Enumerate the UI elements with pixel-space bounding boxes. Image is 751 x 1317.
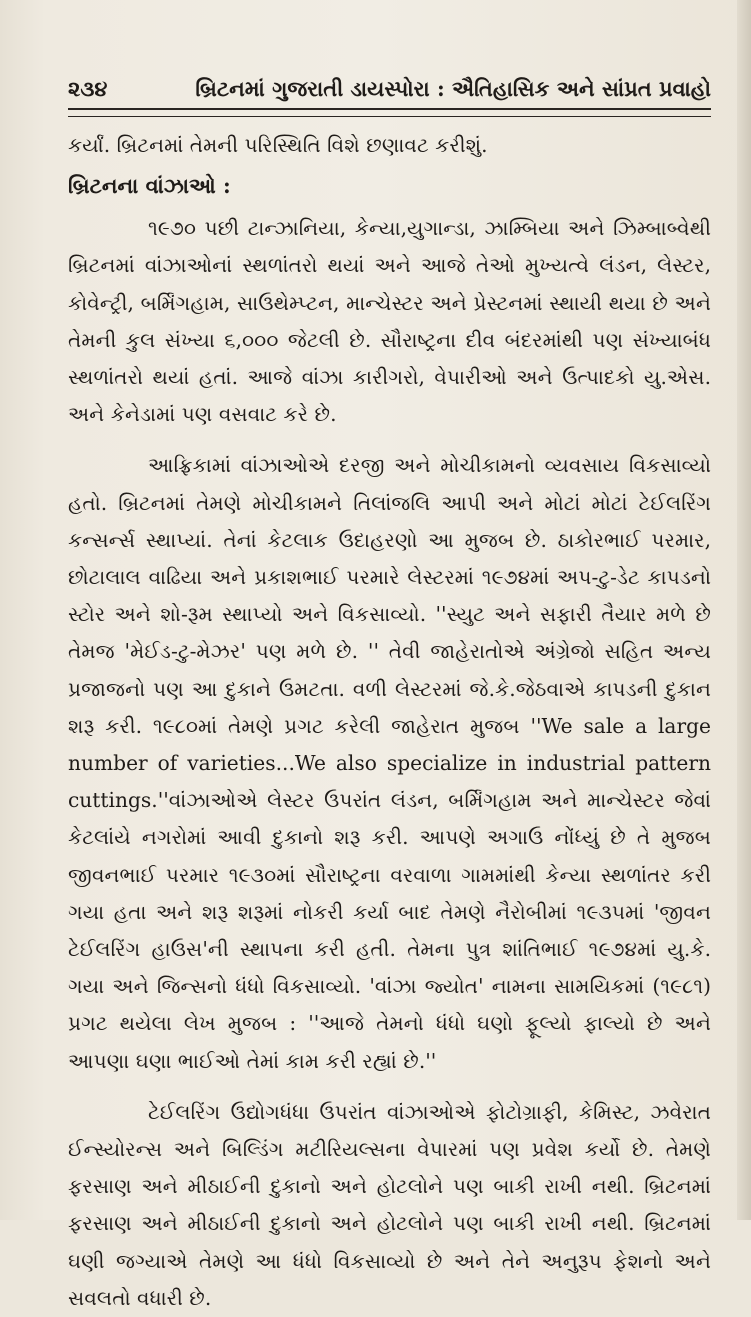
section-heading: બ્રિટનના વાંઝાઓ :	[68, 173, 231, 199]
paragraph-1: ૧૯૭૦ પછી ટાન્ઝાનિયા, કેન્યા,યુગાન્ડા, ઝામ્બિયા અને ઝિમ્બાબ્વેથી બ્રિટનમાં વાંઝાઓનાં સ્થળાંતરો થયાં અને આજે તેઓ મુખ્યત્વે લંડન, લેસ્ટર, કોવેન્ટ્રી, બર્મિંગહામ, સાઉથેમ્પ્ટન, માન્ચેસ્ટર અને પ્રેસ્ટનમાં સ્થાયી થયા છે અને તેમની કુલ સંખ્યા ૬,૦૦૦ જેટલી છે. સૌરાષ્ટ્રના દીવ બંદરમાંથી પણ સંખ્યાબંધ સ્થળાંતરો થયાં હતાં. આજે વાંઝા કારીગરો, વેપારીઓ અને ઉત્પાદકો યુ.એસ. અને કેનેડામાં પણ વસવાટ કરે છે.	[68, 216, 711, 427]
book-spine-shadow	[737, 0, 751, 1220]
header-rule-thin	[68, 116, 711, 117]
running-title: બ્રિટનમાં ગુજરાતી ડાયસ્પોરા : ઐતિહાસિક અને સાંપ્રત પ્રવાહો	[195, 76, 711, 101]
running-header	[68, 76, 711, 108]
paragraph-2: આફ્રિકામાં વાંઝાઓએ દરજી અને મોચીકામનો વ્યવસાય વિકસાવ્યો હતો. બ્રિટનમાં તેમણે મોચીકામને તિલાંજલિ આપી અને મોટાં મોટાં ટેઈલરિંગ કન્સર્ન્સ સ્થાપ્યાં. તેનાં કેટલાક ઉદાહરણો આ મુજબ છે. ઠાકોરભાઈ પરમાર, છોટાલાલ વાઢિયા અને પ્રકાશભાઈ પરમારે લેસ્ટરમાં ૧૯૭૪માં અપ-ટુ-ડેટ કાપડનો સ્ટોર અને શો-રૂમ સ્થાપ્યો અને વિકસાવ્યો. ''સ્યુટ અને સફારી તૈયાર મળે છે તેમજ 'મેઈડ-ટુ-મેઝર' પણ મળે છે. '' તેવી જાહેરાતોએ અંગ્રેજો સહિત અન્ય પ્રજાજનો પણ આ દુકાને ઉમટતા. વળી લેસ્ટરમાં જે.કે.જેઠવાએ કાપડની દુકાન શરૂ કરી. ૧૯૮૦માં તેમણે પ્રગટ કરેલી જાહેરાત મુજબ ''We sale a large number of varieties...We also specialize in industrial pattern cuttings.''વાંઝાઓએ લેસ્ટર ઉપરાંત લંડન, બર્મિંગહામ અને માન્ચેસ્ટર જેવાં કેટલાંયે નગરોમાં આવી દુકાનો શરૂ કરી. આપણે અગાઉ નોંધ્યું છે તે મુજબ જીવનભાઈ પરમાર ૧૯૩૦માં સૌરાષ્ટ્રના વરવાળા ગામમાંથી કેન્યા સ્થળાંતર કરી ગયા હતા અને શરૂ શરૂમાં નોકરી કર્યા બાદ તેમણે નૈરોબીમાં ૧૯૩૫માં 'જીવન ટેઈલરિંગ હાઉસ'ની સ્થાપના કરી હતી. તેમના પુત્ર શાંતિભાઈ ૧૯૭૪માં યુ.કે. ગયા અને જિન્સનો ધંધો વિકસાવ્યો. 'વાંઝા જ્યોત' નામના સામયિકમાં (૧૯૮૧) પ્રગટ થયેલા લેખ મુજબ : ''આજે તેમનો ધંધો ઘણો ફૂલ્યો ફાલ્યો છે અને આપણા ઘણા ભાઈઓ તેમાં કામ કરી રહ્યાં છે.''	[68, 453, 711, 1073]
paragraph-3: ટેઈલરિંગ ઉદ્યોગધંધા ઉપરાંત વાંઝાઓએ ફોટોગ્રાફી, કેમિસ્ટ, ઝવેરાત ઈન્સ્યોરન્સ અને બિલ્ડિંગ મટીરિયલ્સના વેપારમાં પણ પ્રવેશ કર્યો છે. તેમણે ફરસાણ અને મીઠાઈની દુકાનો અને હોટલોને પણ બાકી રાખી નથી. બ્રિટનમાં ફરસાણ અને મીઠાઈની દુકાનો અને હોટલોને પણ બાકી રાખી નથી. બ્રિટનમાં ઘણી જગ્યાએ તેમણે આ ધંધો વિકસાવ્યો છે અને તેને અનુરૂપ ફેશનો અને સવલતો વધારી છે.	[68, 1099, 711, 1310]
header-rule	[68, 108, 711, 110]
page-number: ૨૩૪	[68, 76, 108, 101]
intro-line: કર્યાં. બ્રિટનમાં તેમની પરિસ્થિતિ વિશે છણાવટ કરીશું.	[68, 133, 488, 157]
